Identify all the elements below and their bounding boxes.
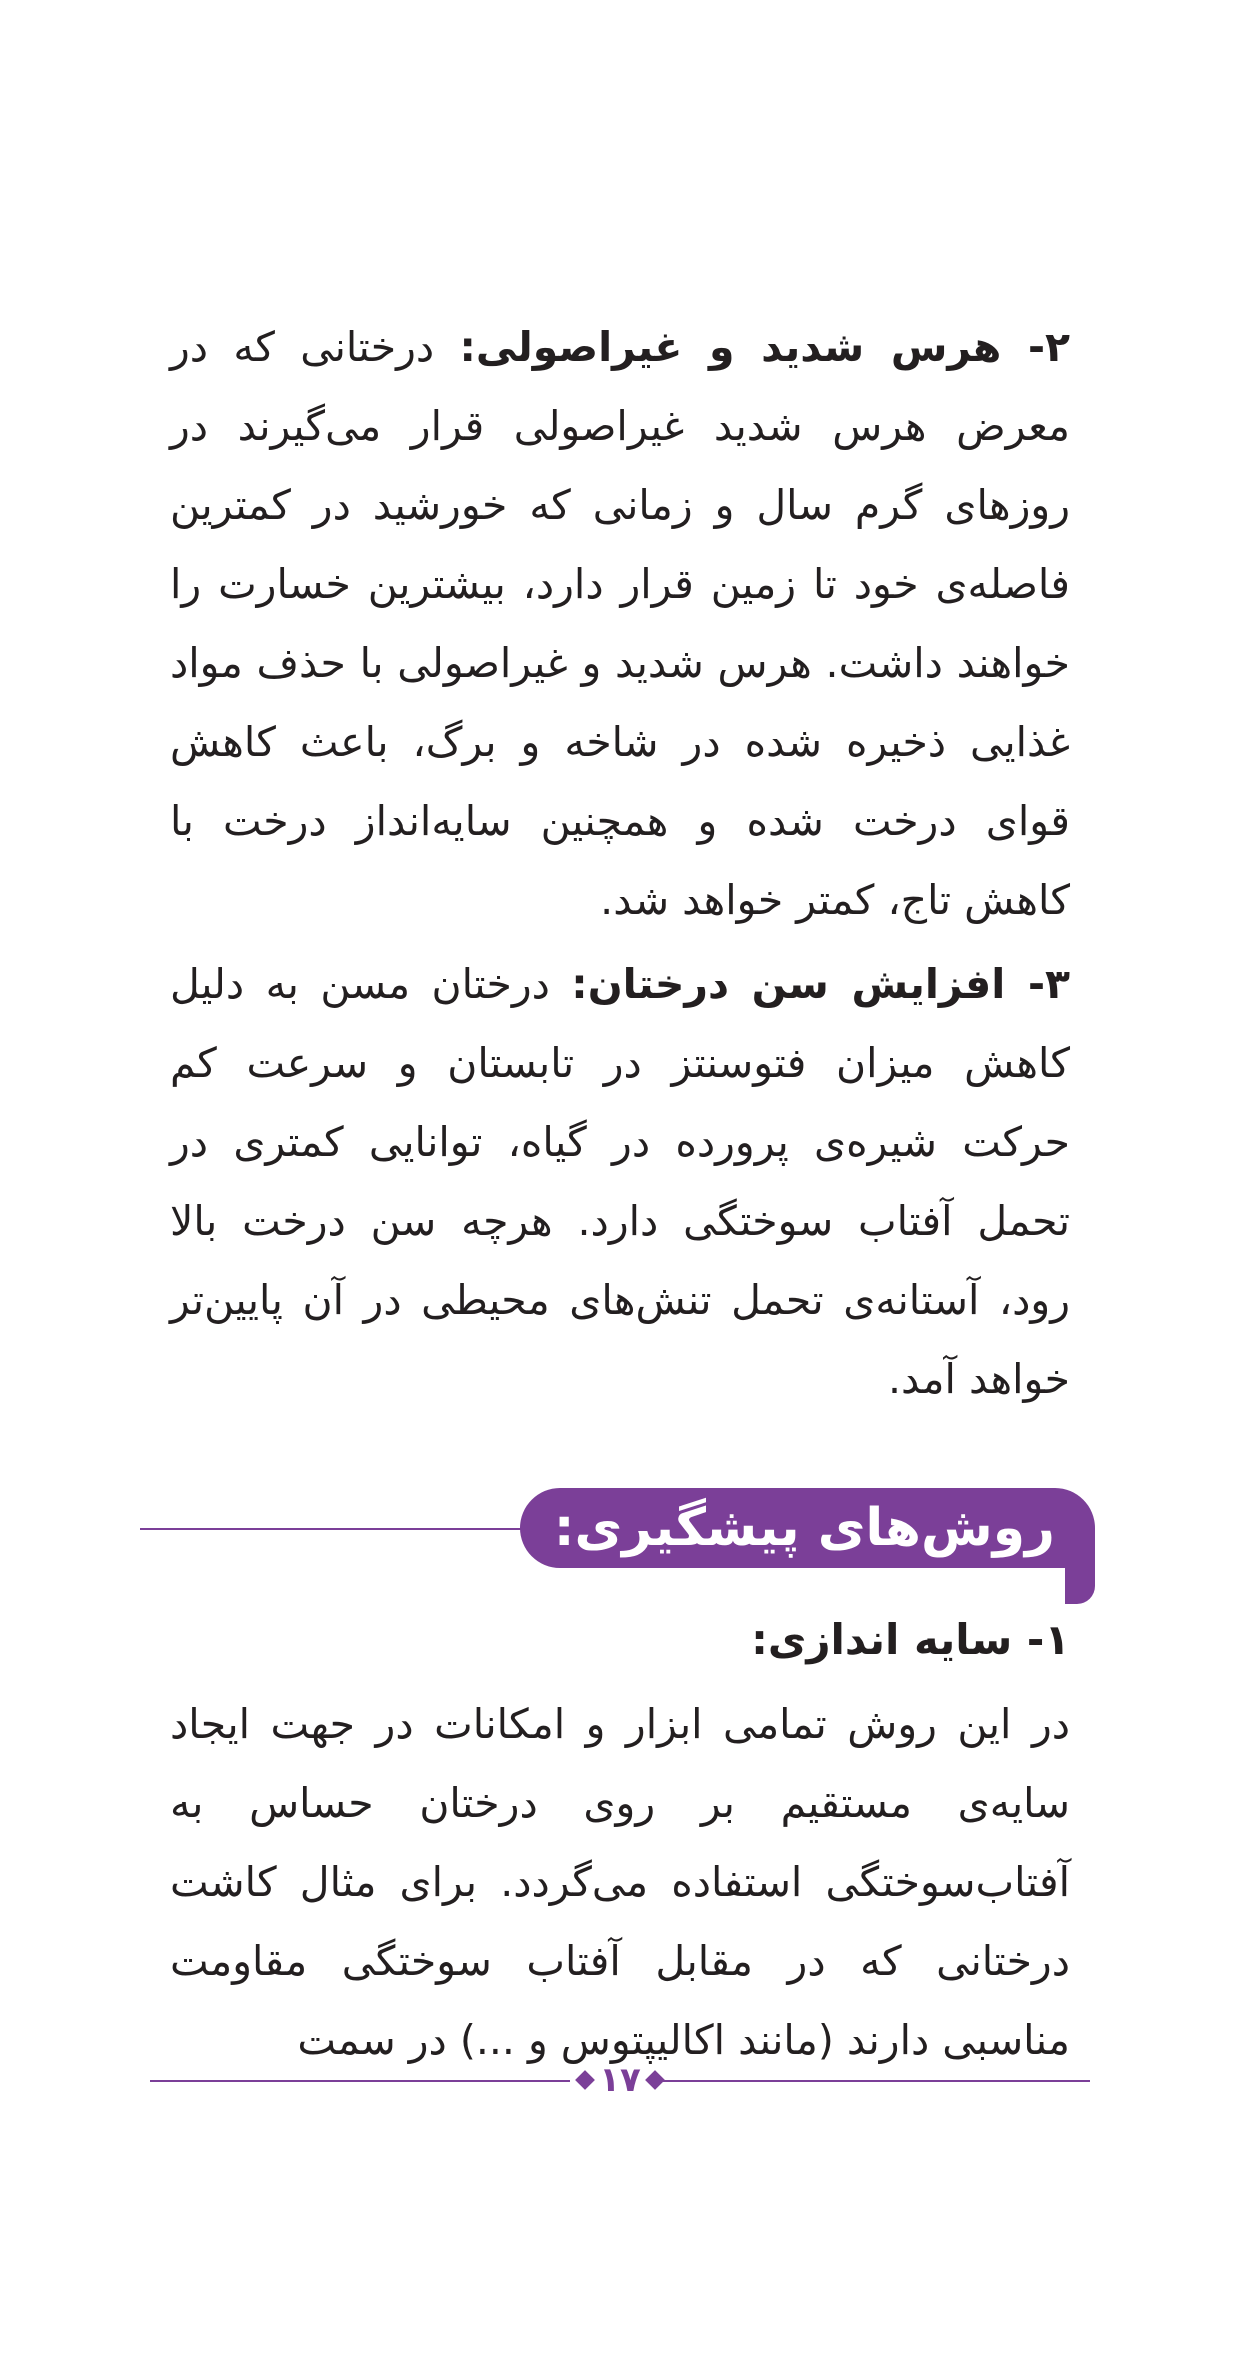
footer-rule-right	[660, 2080, 1090, 2082]
prevention-item-1-body: در این روش تمامی ابزار و امکانات در جهت ایجاد سایه‌ی مستقیم بر روی درختان حساس به آفتاب‌سوختگی استفاده می‌گردد. برای مثال کاشت درختانی که در مقابل آفتاب سوختگی مقاومت مناسبی دارند (مانند اکالیپتوس و ...) در سمت	[170, 1700, 1070, 2064]
section-2-body: درختانی که در معرض هرس شدید غیراصولی قرار می‌گیرند در روزهای گرم سال و زمانی که خورشید در کمترین فاصله‌ی خود تا زمین قرار دارد، بیشترین خسارت را خواهند داشت. هرس شدید و غیراصولی با حذف مواد غذایی ذخیره شده در شاخه و برگ، باعث کاهش قوای درخت شده و همچنین سایه‌انداز درخت با کاهش تاج، کمتر خواهد شد.	[170, 323, 1070, 924]
page-footer	[0, 2060, 1240, 2100]
prevention-heading-banner	[0, 1480, 1240, 1590]
heading-tab-tail	[1065, 1568, 1095, 1604]
prevention-item-1-heading: ۱- سایه اندازی:	[751, 1615, 1070, 1664]
prevention-title: روش‌های پیشگیری:	[520, 1488, 1095, 1568]
heading-tab-tail-cut	[1035, 1568, 1065, 1604]
section-3-body: درختان مسن به دلیل کاهش میزان فتوسنتز در تابستان و سرعت کم حرکت شیره‌ی پرورده در گیاه، توانایی کمتری در تحمل آفتاب سوختگی دارد. هرچه سن درخت بالا رود، آستانه‌ی تحمل تنش‌های محیطی در آن پایین‌تر خواهد آمد.	[170, 960, 1070, 1403]
heading-rule	[140, 1528, 560, 1530]
section-2-paragraph	[170, 308, 1070, 940]
footer-rule-left	[150, 2080, 570, 2082]
section-3-heading: ۳- افزایش سن درختان:	[571, 960, 1071, 1008]
page-number: ۱۷	[599, 2060, 641, 2100]
section-3-paragraph	[170, 945, 1070, 1419]
section-2-heading: ۲- هرس شدید و غیراصولی:	[459, 323, 1070, 371]
